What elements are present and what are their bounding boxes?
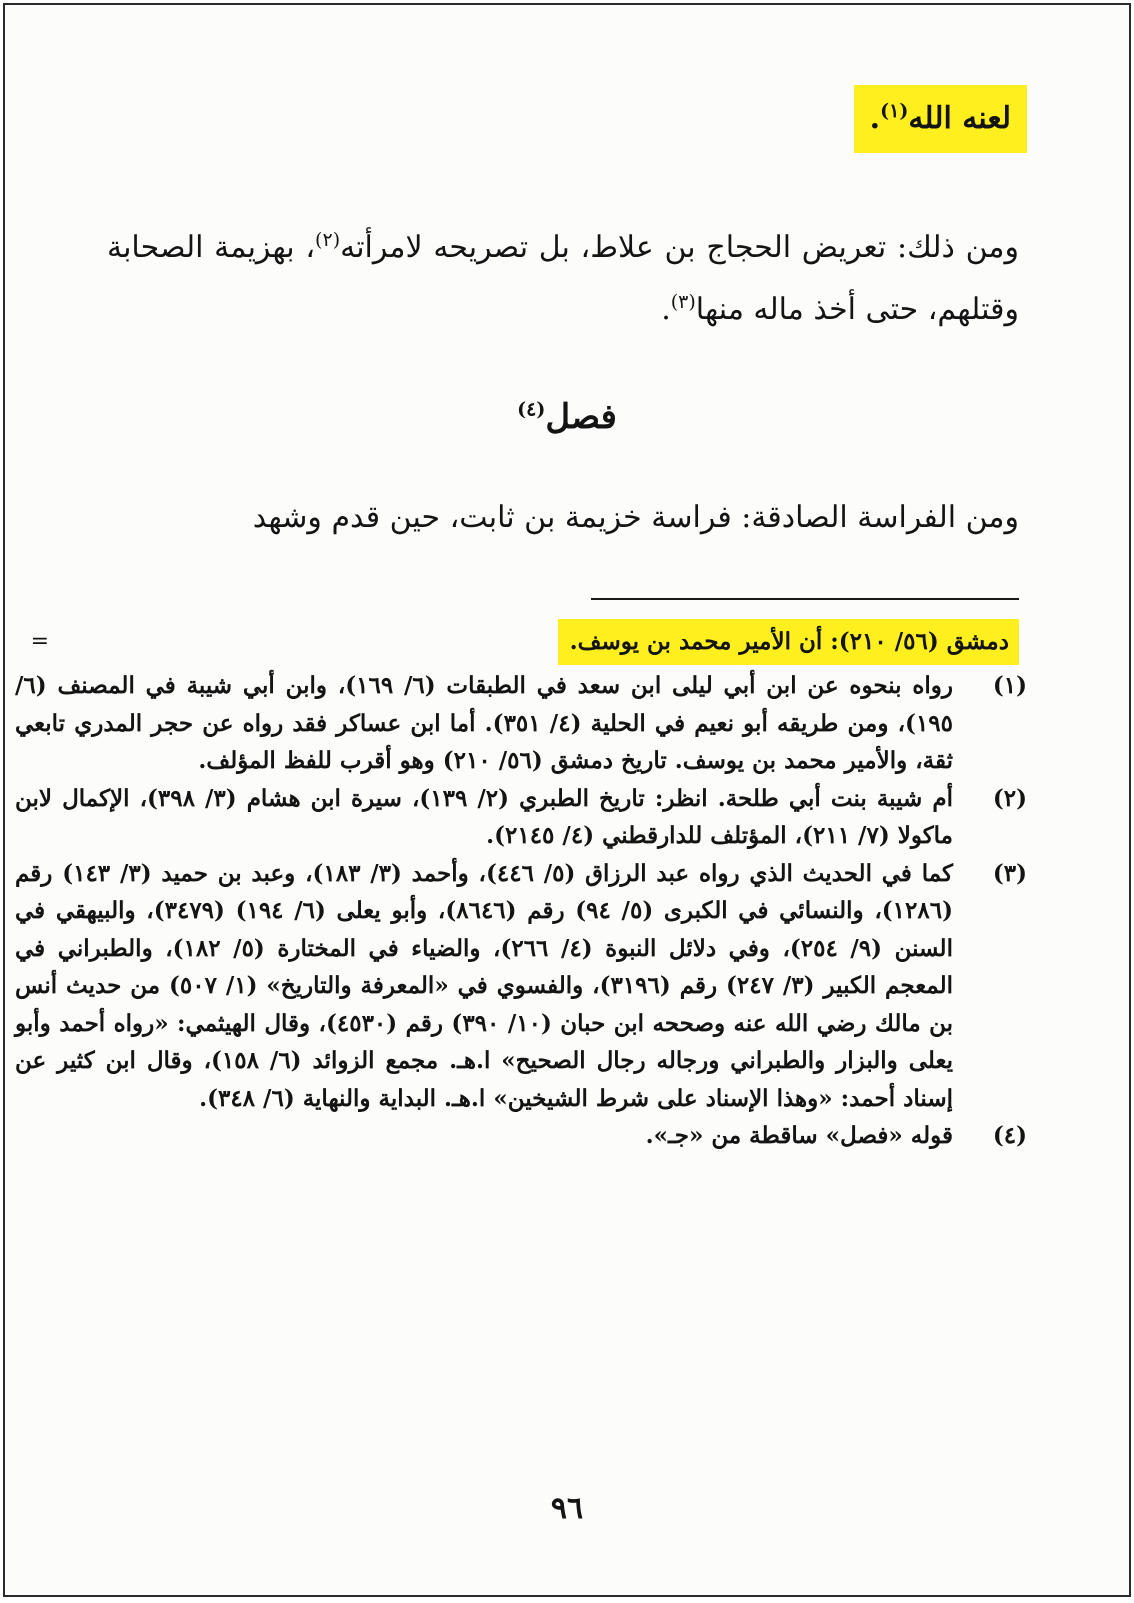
footnote-ref-3: (٣) <box>670 291 696 313</box>
page-number: ٩٦ <box>550 1491 584 1526</box>
footnote-4 <box>15 1117 1027 1155</box>
footnote-number: (٤) <box>992 1122 1027 1149</box>
paragraph-1-part-1: ومن ذلك: تعريض الحجاج بن علاط، بل تصريحه لامرأته <box>340 230 1019 265</box>
highlighted-top-line <box>854 85 1027 153</box>
top-line-text: لعنه الله <box>908 101 1011 136</box>
footnote-number: (٢) <box>992 784 1027 812</box>
footnote-ref-4: (٤) <box>517 398 546 421</box>
continuation-marker: = <box>30 629 49 654</box>
paragraph-hajjaj <box>107 217 1019 341</box>
footnote-2 <box>15 780 1027 855</box>
footnote-1 <box>15 667 1027 780</box>
footnote-text: أم شيبة بنت أبي طلحة. انظر: تاريخ الطبري (٢/ ١٣٩)، سيرة ابن هشام (٣/ ٣٩٨)، الإكمال لابن ماكولا (٧/ ٢١١)، المؤتلف للدارقطني (٤/ ٢١٤٥). <box>15 784 953 849</box>
section-heading <box>5 387 1129 447</box>
footnote-text: كما في الحديث الذي رواه عبد الرزاق (٥/ ٤٤٦)، وأحمد (٣/ ١٨٣)، وعبد بن حميد (٣/ ١٤٣) رقم (١٢٨٦)، والنسائي في الكبرى (٥/ ٩٤) رقم (٨٦٤٦)، وأبو يعلى (٦/ ١٩٤) (٣٤٧٩)، والبيهقي في السنن (٩/ ٢٥٤)، وفي دلائل النبوة (٤/ ٢٦٦)، والضياء في المختارة (٥/ ١٨٢)، والطبراني في المعجم الكبير (٣/ ٢٤٧) رقم (٣١٩٦)، والفسوي في «المعرفة والتاريخ» (١/ ٥٠٧) من حديث أنس بن مالك رضي الله عنه وصححه ابن حبان (١٠/ ٣٩٠) رقم (٤٥٣٠)، وقال الهيثمي: «رواه أحمد وأبو يعلى والبزار والطبراني ورجاله رجال الصحيح» ا.هـ. مجمع الزوائد (٦/ ١٥٨)، وقال ابن كثير عن إسناد أحمد: «وهذا الإسناد على شرط الشيخين» ا.هـ. البداية والنهاية (٦/ ٣٤٨). <box>15 859 953 1112</box>
footnotes <box>15 667 1027 1155</box>
footnote-number: (١) <box>992 672 1027 699</box>
footnote-text: قوله «فصل» ساقطة من «جـ». <box>645 1122 953 1149</box>
footnote-3 <box>15 855 1027 1118</box>
footnote-ref-1: (١) <box>880 100 909 122</box>
top-line-period: . <box>869 101 881 136</box>
footnote-text: رواه بنحوه عن ابن أبي ليلى ابن سعد في الطبقات (٦/ ١٦٩)، وابن أبي شيبة في المصنف (٦/ ١٩٥)، ومن طريقه أبو نعيم في الحلية (٤/ ٣٥١). أما ابن عساكر فقد رواه عن حجر المدري تابعي ثقة، والأمير محمد بن يوسف. تاريخ دمشق (٥٦/ ٢١٠) وهو أقرب للفظ المؤلف. <box>15 672 953 774</box>
book-page <box>3 3 1131 1597</box>
footnote-ref-2: (٢) <box>315 229 341 251</box>
section-heading-text: فصل <box>545 397 617 437</box>
highlighted-footnote-continuation: دمشق (٥٦/ ٢١٠): أن الأمير محمد بن يوسف. <box>558 619 1019 665</box>
footnote-separator <box>591 598 1019 600</box>
paragraph-1-part-2: ، بهزيمة الصحابة وقتلهم، حتى أخذ ماله منها <box>107 230 1019 327</box>
paragraph-firasa: ومن الفراسة الصادقة: فراسة خزيمة بن ثابت، حين قدم وشهد <box>252 500 1019 535</box>
footnote-number: (٣) <box>992 859 1027 887</box>
paragraph-1-end: . <box>661 292 671 327</box>
